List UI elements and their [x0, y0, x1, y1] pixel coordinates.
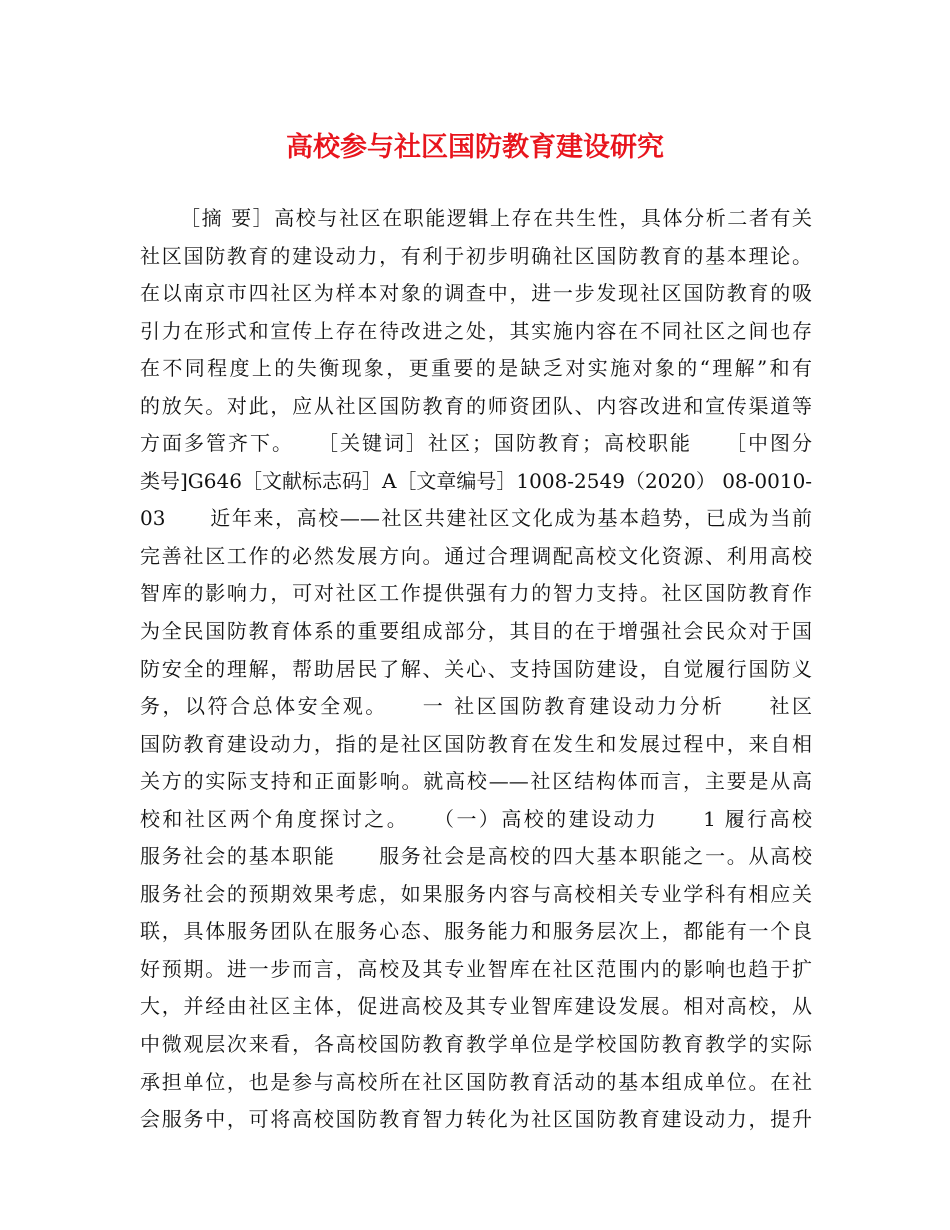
body-line: 好预期。进一步而言，高校及其专业智库在社区范围内的影响也趋于扩 [140, 956, 812, 981]
body-line: 大，并经由社区主体，促进高校及其专业智库建设发展。相对高校，从 [140, 994, 812, 1019]
body-line: 引力在形式和宣传上存在待改进之处，其实施内容在不同社区之间也存 [140, 318, 812, 343]
body-line: 中微观层次来看，各高校国防教育教学单位是学校国防教育教学的实际 [140, 1032, 812, 1057]
body-line: 服务社会的预期效果考虑，如果服务内容与高校相关专业学科有相应关 [140, 881, 812, 906]
body-line: 方面多管齐下。 ［关键词］社区；国防教育；高校职能 ［中图分 [140, 431, 812, 456]
body-line: 为全民国防教育体系的重要组成部分，其目的在于增强社会民众对于国 [140, 619, 812, 644]
body-line: 智库的影响力，可对社区工作提供强有力的智力支持。社区国防教育作 [140, 581, 812, 606]
body-line: 完善社区工作的必然发展方向。通过合理调配高校文化资源、利用高校 [140, 543, 812, 568]
body-line: 类号]G646［文献标志码］A［文章编号］1008-2549（2020） 08-0010- [140, 468, 812, 493]
body-line: 防安全的理解，帮助居民了解、关心、支持国防建设，自觉履行国防义 [140, 656, 812, 681]
body-line: 关方的实际支持和正面影响。就高校——社区结构体而言，主要是从高 [140, 769, 812, 794]
body-line: 校和社区两个角度探讨之。 （一）高校的建设动力 1 履行高校 [140, 806, 812, 831]
body-line: 服务社会的基本职能 服务社会是高校的四大基本职能之一。从高校 [140, 844, 812, 869]
body-line: 国防教育建设动力，指的是社区国防教育在发生和发展过程中，来自相 [140, 731, 812, 756]
body-line: 03 近年来，高校——社区共建社区文化成为基本趋势，已成为当前 [140, 506, 812, 531]
body-line: ［摘 要］高校与社区在职能逻辑上存在共生性，具体分析二者有关 [180, 206, 812, 230]
body-line: 在以南京市四社区为样本对象的调查中，进一步发现社区国防教育的吸 [140, 281, 812, 306]
body-line: 会服务中，可将高校国防教育智力转化为社区国防教育建设动力，提升 [140, 1107, 812, 1132]
body-line: 联，具体服务团队在服务心态、服务能力和服务层次上，都能有一个良 [140, 919, 812, 944]
body-line: 承担单位，也是参与高校所在社区国防教育活动的基本组成单位。在社 [140, 1069, 812, 1094]
document-body [140, 200, 812, 1139]
body-line: 社区国防教育的建设动力，有利于初步明确社区国防教育的基本理论。 [140, 243, 812, 268]
document-title: 高校参与社区国防教育建设研究 [286, 132, 664, 163]
body-line: 在不同程度上的失衡现象，更重要的是缺乏对实施对象的“理解”和有 [140, 356, 812, 381]
body-line: 务，以符合总体安全观。 一 社区国防教育建设动力分析 社区 [140, 694, 812, 719]
body-line: 的放矢。对此，应从社区国防教育的师资团队、内容改进和宣传渠道等 [140, 393, 812, 418]
